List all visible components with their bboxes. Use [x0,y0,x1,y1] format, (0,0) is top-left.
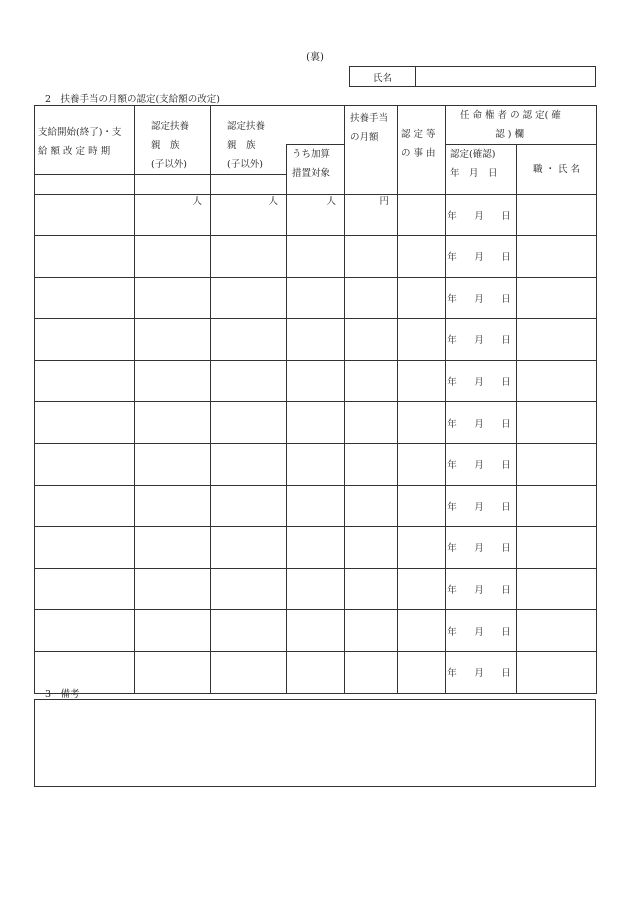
table-row [35,277,597,319]
table-row [35,443,597,485]
period-cell[interactable] [35,443,135,485]
header-period-line1: 支給開始(終了)・支 [38,127,122,138]
title-name-cell[interactable] [517,195,597,236]
header-reason-line2: の 事 由 [401,148,436,159]
monthly-amount-cell[interactable] [345,360,398,402]
period-cell[interactable] [35,402,135,444]
confirm-date-cell[interactable]: 年 月 日 [446,443,517,485]
reason-cell[interactable] [398,195,446,236]
header-confirm-line2: 年 月 日 [450,168,498,179]
header-dependents-2 [211,106,287,175]
monthly-amount-cell[interactable] [345,402,398,444]
name-field-box [349,66,596,87]
dependents-1-cell[interactable] [135,277,211,319]
table-row [35,568,597,610]
header-confirm-line1: 認定(確認) [450,149,496,160]
extra-target-cell[interactable] [287,568,345,610]
extra-target-cell[interactable] [287,319,345,361]
table-row [35,195,597,236]
dependents-2-cell[interactable] [211,360,287,402]
header-monthly-line2: の月額 [350,132,379,143]
dependents-1-cell[interactable] [135,319,211,361]
header-dep2-line1: 認定扶養 [227,121,266,132]
dependents-1-cell[interactable] [135,568,211,610]
extra-target-cell[interactable] [287,277,345,319]
dependents-1-cell[interactable] [135,485,211,527]
name-label: 氏名 [350,67,416,86]
period-cell[interactable] [35,195,135,236]
confirm-date-cell[interactable]: 年 月 日 [446,527,517,569]
header-monthly-amount [345,106,398,195]
monthly-amount-cell[interactable] [345,236,398,278]
monthly-amount-cell[interactable] [345,610,398,652]
confirm-date-cell[interactable]: 年 月 日 [446,402,517,444]
title-name-cell[interactable] [517,651,597,693]
title-name-cell[interactable] [517,527,597,569]
confirm-date-cell[interactable]: 年 月 日 [446,360,517,402]
dependents-2-cell[interactable] [211,568,287,610]
title-name-cell[interactable] [517,236,597,278]
reason-cell[interactable] [398,485,446,527]
reason-cell[interactable] [398,610,446,652]
header-extra-target [287,145,345,195]
dependents-2-cell[interactable]: 人 [211,195,287,236]
period-cell[interactable] [35,610,135,652]
header-title-name-text: 職 ・ 氏 名 [532,164,581,175]
header-monthly-line1: 扶養手当 [350,113,389,124]
monthly-amount-cell[interactable]: 円 [345,195,398,236]
title-name-cell[interactable] [517,360,597,402]
extra-target-cell[interactable] [287,236,345,278]
monthly-amount-cell[interactable] [345,319,398,361]
header-extra-spacer [287,106,345,145]
title-name-cell[interactable] [517,610,597,652]
header-dep1-line1: 認定扶養 [151,121,190,132]
period-cell[interactable] [35,277,135,319]
title-name-cell[interactable] [517,568,597,610]
extra-target-cell[interactable] [287,402,345,444]
reason-cell[interactable] [398,277,446,319]
table-row [35,485,597,527]
dependents-1-cell[interactable] [135,360,211,402]
dependents-1-cell[interactable] [135,527,211,569]
header-appointer-approval [446,106,597,145]
reason-cell[interactable] [398,319,446,361]
dependents-2-cell[interactable] [211,610,287,652]
name-input[interactable] [416,67,595,86]
dependents-2-cell[interactable] [211,527,287,569]
header-dep1-line2: 親 族 [151,140,180,151]
dependents-2-cell[interactable] [211,277,287,319]
monthly-amount-cell[interactable] [345,485,398,527]
period-cell[interactable] [35,360,135,402]
confirm-date-cell[interactable]: 年 月 日 [446,568,517,610]
header-title-name [517,145,597,195]
header-dep1-bottom [135,175,211,195]
extra-target-cell[interactable] [287,610,345,652]
period-cell[interactable] [35,236,135,278]
remarks-box[interactable] [34,699,596,787]
dependents-1-cell[interactable] [135,236,211,278]
monthly-amount-cell[interactable] [345,277,398,319]
title-name-cell[interactable] [517,277,597,319]
period-cell[interactable] [35,319,135,361]
dependents-1-cell[interactable]: 人 [135,195,211,236]
confirm-date-cell[interactable]: 年 月 日 [446,319,517,361]
table-row [35,319,597,361]
dependents-2-cell[interactable] [211,443,287,485]
confirm-date-cell[interactable]: 年 月 日 [446,277,517,319]
dependents-2-cell[interactable] [211,485,287,527]
header-dep1-line3: (子以外) [151,159,187,170]
section-3-title: 3 備考 [45,689,80,700]
title-name-cell[interactable] [517,402,597,444]
extra-target-cell[interactable] [287,360,345,402]
dependents-1-cell[interactable] [135,402,211,444]
period-cell[interactable] [35,568,135,610]
reason-cell[interactable] [398,568,446,610]
header-dependents-1 [135,106,211,175]
monthly-amount-cell[interactable] [345,651,398,693]
section-2-title: 2 扶養手当の月額の認定(支給額の改定) [45,94,220,105]
extra-target-cell[interactable] [287,527,345,569]
dependent-allowance-table [34,105,597,694]
dependents-1-cell[interactable] [135,610,211,652]
header-extra-line2: 措置対象 [292,168,331,179]
title-name-cell[interactable] [517,443,597,485]
dependents-2-cell[interactable] [211,651,287,693]
table-row [35,527,597,569]
title-name-cell[interactable] [517,319,597,361]
extra-target-cell[interactable]: 人 [287,195,345,236]
table-row [35,610,597,652]
header-dep2-line3: (子以外) [227,159,263,170]
header-appointer-line2: 認 ) 欄 [495,129,525,140]
period-cell[interactable] [35,527,135,569]
header-appointer-line1: 任 命 権 者 の 認 定( 確 [460,110,561,121]
confirm-date-cell[interactable]: 年 月 日 [446,195,517,236]
table-row [35,236,597,278]
reason-cell[interactable] [398,236,446,278]
table-row [35,360,597,402]
confirm-date-cell[interactable]: 年 月 日 [446,651,517,693]
period-cell[interactable] [35,485,135,527]
header-extra-line1: うち加算 [292,149,331,160]
confirm-date-cell[interactable]: 年 月 日 [446,485,517,527]
header-confirm-date [446,145,517,195]
monthly-amount-cell[interactable] [345,568,398,610]
header-dep2-bottom [211,175,287,195]
reason-cell[interactable] [398,402,446,444]
monthly-amount-cell[interactable] [345,527,398,569]
table-row [35,651,597,693]
confirm-date-cell[interactable]: 年 月 日 [446,610,517,652]
header-period [35,106,135,175]
title-name-cell[interactable] [517,485,597,527]
reason-cell[interactable] [398,527,446,569]
reason-cell[interactable] [398,360,446,402]
header-reason-line1: 認 定 等 [401,129,436,140]
extra-target-cell[interactable] [287,443,345,485]
dependents-2-cell[interactable] [211,402,287,444]
page-heading: (裏) [306,52,324,63]
reason-cell[interactable] [398,443,446,485]
dependents-2-cell[interactable] [211,236,287,278]
monthly-amount-cell[interactable] [345,443,398,485]
dependents-1-cell[interactable] [135,651,211,693]
reason-cell[interactable] [398,651,446,693]
header-period-line2: 給 額 改 定 時 期 [38,146,111,157]
extra-target-cell[interactable] [287,485,345,527]
header-dep2-line2: 親 族 [227,140,256,151]
extra-target-cell[interactable] [287,651,345,693]
table-row [35,402,597,444]
header-period-bottom [35,175,135,195]
dependents-2-cell[interactable] [211,319,287,361]
header-reason [398,106,446,195]
dependents-1-cell[interactable] [135,443,211,485]
confirm-date-cell[interactable]: 年 月 日 [446,236,517,278]
